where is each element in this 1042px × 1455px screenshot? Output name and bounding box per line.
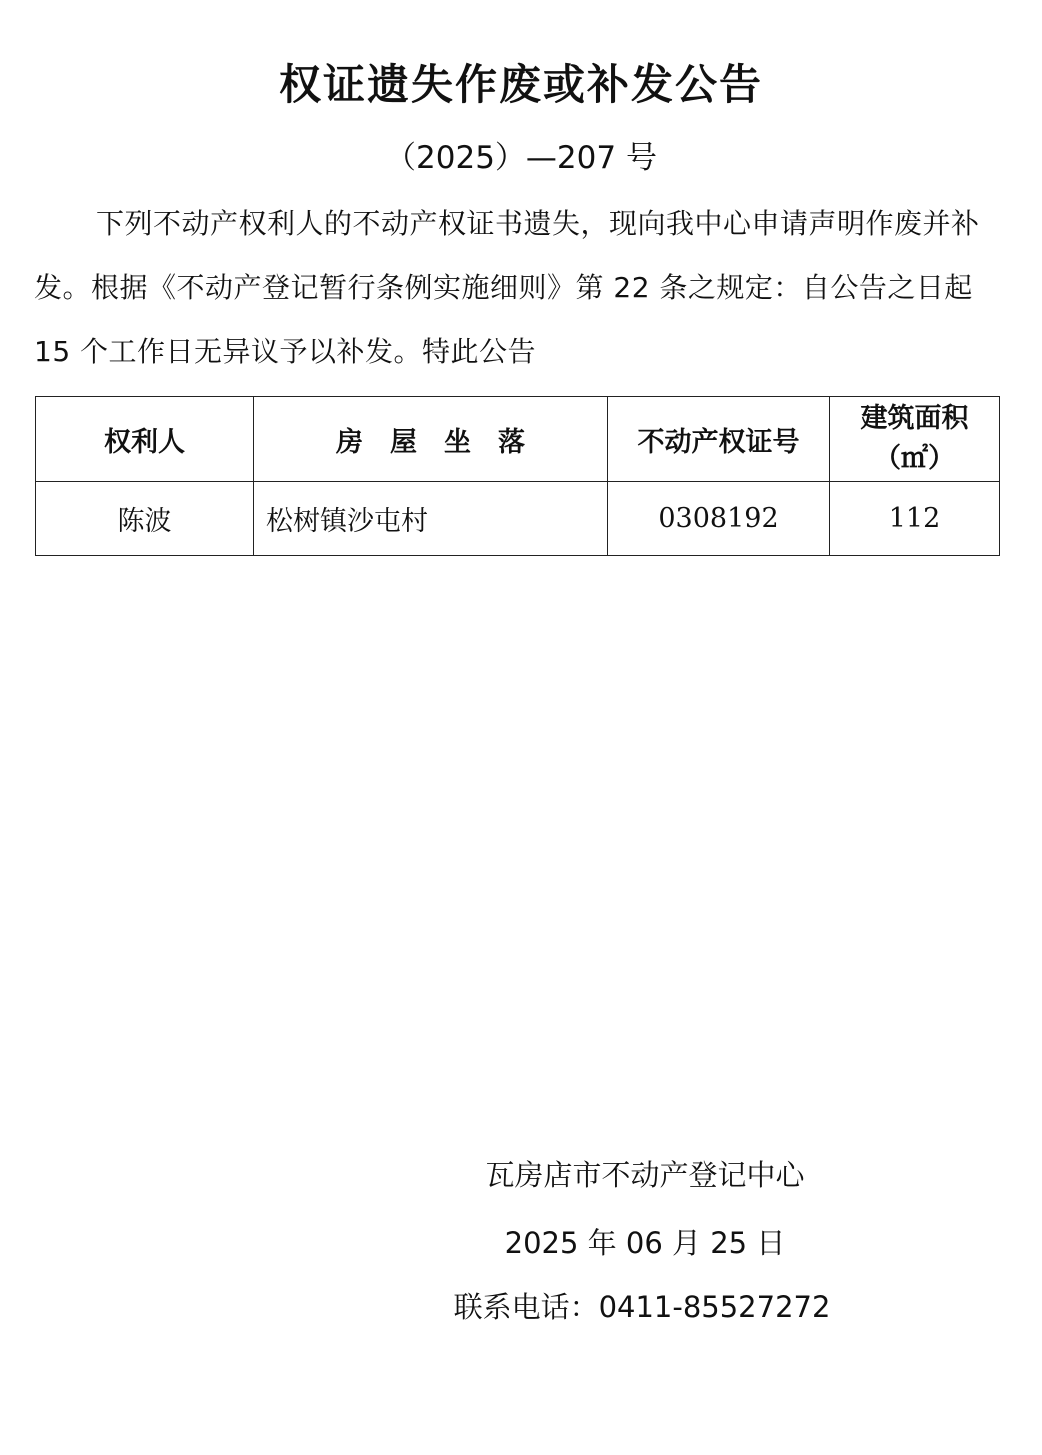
header-area-label: 建筑面积 bbox=[860, 403, 969, 434]
cell-holder: 陈波 bbox=[36, 482, 254, 556]
header-location: 房 屋 坐 落 bbox=[254, 397, 608, 482]
cell-location: 松树镇沙屯村 bbox=[254, 482, 608, 556]
table-row bbox=[36, 482, 1000, 556]
header-area bbox=[830, 397, 1000, 482]
header-holder: 权利人 bbox=[36, 397, 254, 482]
notice-title: 权证遗失作废或补发公告 bbox=[278, 60, 763, 109]
notice-number: （2025）—207 号 bbox=[385, 140, 657, 176]
notice-body: 下列不动产权利人的不动产权证书遗失，现向我中心申请声明作废并补发。根据《不动产登记暂行条例实施细则》第 22 条之规定：自公告之日起 15 个工作日无异议予以补发。特此公告 bbox=[34, 207, 980, 368]
cell-cert-no: 0308192 bbox=[608, 482, 830, 556]
cell-area: 112 bbox=[830, 482, 1000, 556]
table-header-row bbox=[36, 397, 1000, 482]
issuer-name: 瓦房店市不动产登记中心 bbox=[485, 1158, 805, 1192]
certificate-table bbox=[35, 396, 1000, 556]
issue-date: 2025 年 06 月 25 日 bbox=[504, 1226, 786, 1260]
header-cert-no: 不动产权证号 bbox=[608, 397, 830, 482]
contact-phone: 联系电话：0411-85527272 bbox=[453, 1290, 831, 1324]
header-area-unit: （㎡） bbox=[874, 443, 955, 474]
